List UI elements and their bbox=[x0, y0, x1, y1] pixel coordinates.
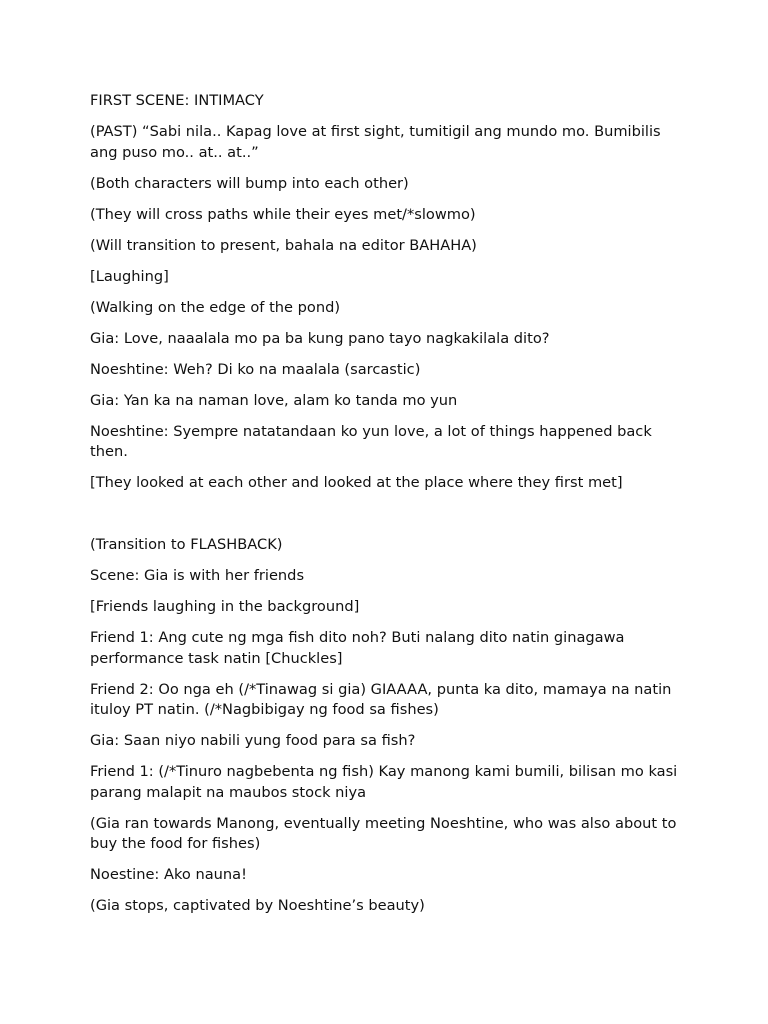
dialogue-line: Noeshtine: Weh? Di ko na maalala (sarcastic) bbox=[90, 360, 421, 378]
stage-direction: [Laughing] bbox=[90, 267, 169, 285]
stage-direction: (Gia stops, captivated by Noeshtine’s beauty) bbox=[90, 897, 425, 914]
dialogue-line: Friend 1: Ang cute ng mga fish dito noh? Buti nalang dito natin ginagawa performance task natin [Chuckles] bbox=[90, 629, 625, 667]
dialogue-line: Friend 1: (/*Tinuro nagbebenta ng fish) Kay manong kami bumili, bilisan mo kasi parang malapit na maubos stock niya bbox=[90, 763, 678, 801]
stage-direction: [They looked at each other and looked at the place where they first met] bbox=[90, 474, 623, 491]
scene-heading: FIRST SCENE: INTIMACY bbox=[90, 92, 264, 109]
dialogue-line: Noestine: Ako nauna! bbox=[90, 866, 247, 883]
scene-line: Scene: Gia is with her friends bbox=[90, 567, 305, 584]
dialogue-line: Gia: Yan ka na naman love, alam ko tanda mo yun bbox=[90, 391, 458, 409]
script-body bbox=[90, 91, 690, 927]
stage-direction: [Friends laughing in the background] bbox=[90, 598, 360, 615]
stage-direction: (Will transition to present, bahala na editor BAHAHA) bbox=[90, 236, 477, 254]
dialogue-line: Noeshtine: Syempre natatandaan ko yun love, a lot of things happened back then. bbox=[90, 422, 652, 460]
stage-direction: (Both characters will bump into each other) bbox=[90, 174, 409, 192]
blank-line bbox=[90, 504, 690, 535]
dialogue-line: Gia: Saan niyo nabili yung food para sa fish? bbox=[90, 732, 416, 749]
narration-line: (PAST) “Sabi nila.. Kapag love at first sight, tumitigil ang mundo mo. Bumibilis ang puso mo.. at.. at..” bbox=[90, 123, 661, 161]
stage-direction: (Walking on the edge of the pond) bbox=[90, 298, 341, 316]
stage-direction: (They will cross paths while their eyes met/*slowmo) bbox=[90, 205, 476, 223]
stage-direction: (Gia ran towards Manong, eventually meeting Noeshtine, who was also about to buy the food for fishes) bbox=[90, 814, 677, 852]
dialogue-line: Friend 2: Oo nga eh (/*Tinawag si gia) GIAAAA, punta ka dito, mamaya na natin ituloy PT natin. (/*Nagbibigay ng food sa fishes) bbox=[90, 680, 672, 718]
dialogue-line: Gia: Love, naaalala mo pa ba kung pano tayo nagkakilala dito? bbox=[90, 329, 550, 347]
transition-line: (Transition to FLASHBACK) bbox=[90, 536, 283, 553]
